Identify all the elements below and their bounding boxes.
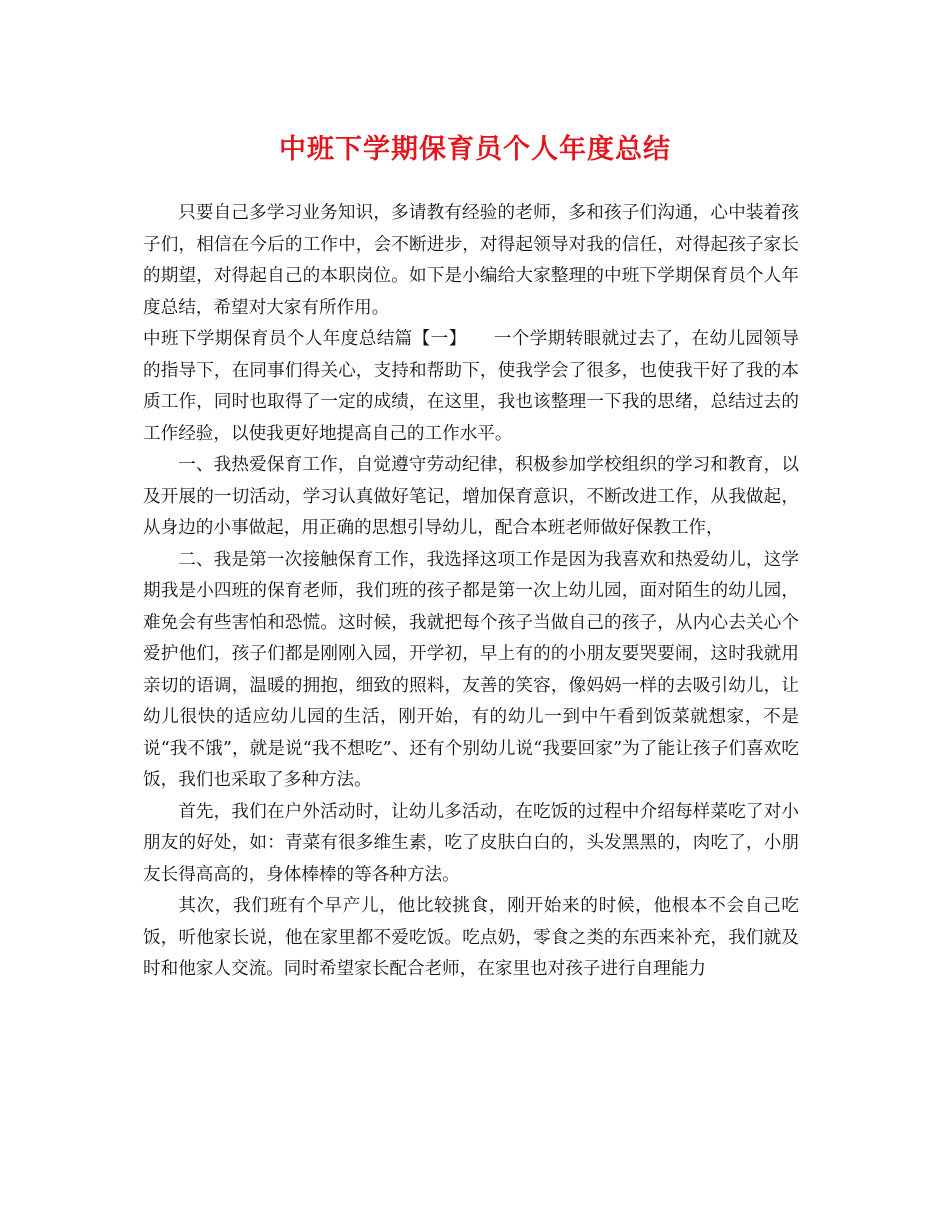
section-heading-paragraph: 中班下学期保育员个人年度总结篇【一】 一个学期转眼就过去了，在幼儿园领导的指导下，在同事们得关心，支持和帮助下，使我学会了很多，也使我干好了我的本质工作，同时也取得了一定的成绩，在这里，我也该整理一下我的思绪，总结过去的工作经验，以使我更好地提高自己的工作水平。 xyxy=(143,329,799,444)
document-title: 中班下学期保育员个人年度总结 xyxy=(279,134,671,165)
point-one-paragraph: 一、我热爱保育工作，自觉遵守劳动纪律，积极参加学校组织的学习和教育，以及开展的一切活动，学习认真做好笔记，增加保育意识，不断改进工作，从我做起，从身边的小事做起，用正确的思想引导幼儿，配合本班老师做好保教工作， xyxy=(143,455,799,538)
first-method-paragraph: 首先，我们在户外活动时，让幼儿多活动，在吃饭的过程中介绍每样菜吃了对小朋友的好处，如：青菜有很多维生素，吃了皮肤白白的，头发黑黑的，肉吃了，小朋友长得高高的，身体棒棒的等各种方法。 xyxy=(143,801,799,885)
intro-paragraph: 只要自己多学习业务知识，多请教有经验的老师，多和孩子们沟通，心中装着孩子们，相信在今后的工作中，会不断进步，对得起领导对我的信任，对得起孩子家长的期望，对得起自己的本职岗位。如下是小编给大家整理的中班下学期保育员个人年度总结，希望对大家有所作用。 xyxy=(143,203,799,318)
point-two-paragraph: 二、我是第一次接触保育工作，我选择这项工作是因为我喜欢和热爱幼儿，这学期我是小四班的保育老师，我们班的孩子都是第一次上幼儿园，面对陌生的幼儿园，难免会有些害怕和恐慌。这时候，我就把每个孩子当做自己的孩子，从内心去关心个爱护他们，孩子们都是刚刚入园，开学初，早上有的的小朋友要哭要闹，这时我就用亲切的语调，温暖的拥抱，细致的照料，友善的笑容，像妈妈一样的去吸引幼儿，让幼儿很快的适应幼儿园的生活，刚开始，有的幼儿一到中午看到饭菜就想家，不是说“我不饿”，就是说“我不想吃”、还有个别幼儿说“我要回家”为了能让孩子们喜欢吃饭，我们也采取了多种方法。 xyxy=(143,549,799,790)
document-body xyxy=(143,198,799,986)
second-method-paragraph: 其次，我们班有个早产儿，他比较挑食，刚开始来的时候，他根本不会自己吃饭，听他家长说，他在家里都不爱吃饭。吃点奶，零食之类的东西来补充，我们就及时和他家人交流。同时希望家长配合老师，在家里也对孩子进行自理能力 xyxy=(143,896,799,979)
